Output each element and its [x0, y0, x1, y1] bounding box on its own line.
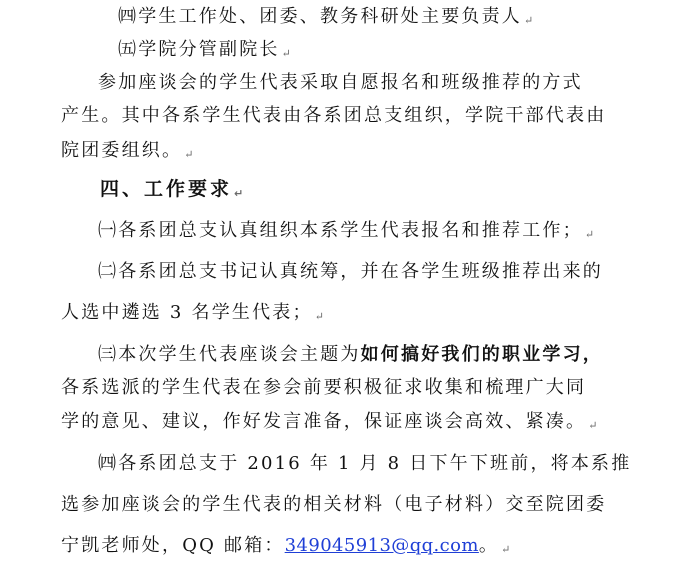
list-item-4: [98, 453, 631, 475]
list-item-4-end: [61, 535, 510, 561]
paragraph-mark-icon: ↵: [234, 187, 244, 200]
line-text: 各系选派的学生代表在参会前要积极征求收集和梳理广大同: [61, 377, 587, 398]
paragraph-representatives-end: [61, 140, 193, 166]
line-text: 产生。其中各系学生代表由各系团总支组织，学院干部代表由: [61, 105, 607, 126]
paragraph-mark-icon: ↵: [501, 543, 511, 556]
line-text: ㈤学院分管副院长: [118, 39, 280, 60]
paragraph-mark-icon: ↵: [584, 228, 595, 241]
line-text: ㈢本次学生代表座谈会主题为: [98, 344, 361, 365]
paragraph-mark-icon: ↵: [184, 148, 194, 161]
list-item-3-end: [61, 411, 597, 437]
list-item-5-vice-president: [118, 39, 291, 65]
list-item-4-student-affairs: [118, 6, 533, 32]
heading-text: 四、工作要求: [100, 178, 233, 200]
paragraph-mark-icon: ↵: [588, 419, 598, 432]
paragraph-representatives-cont: [61, 105, 606, 127]
line-text: 院团委组织。: [61, 140, 183, 161]
email-link[interactable]: 349045913@qq.com: [284, 535, 479, 556]
paragraph-mark-icon: ↵: [281, 47, 291, 60]
line-text: ㈣学生工作处、团委、教务科研处主要负责人: [118, 6, 522, 27]
line-text: ㈡各系团总支书记认真统筹，并在各学生班级推荐出来的: [98, 261, 603, 282]
paragraph-representatives: [98, 72, 583, 94]
line-text: 。: [478, 535, 500, 556]
line-text: 人选中遴选 3 名学生代表；: [61, 302, 313, 323]
line-text: ㈠各系团总支认真组织本系学生代表报名和推荐工作；: [98, 220, 583, 241]
paragraph-mark-icon: ↵: [524, 14, 534, 27]
list-item-3: [98, 344, 603, 366]
line-text: 选参加座谈会的学生代表的相关材料（电子材料）交至院团委: [61, 494, 607, 515]
line-text: 宁凯老师处，QQ 邮箱：: [61, 535, 285, 556]
list-item-1: [98, 220, 594, 246]
list-item-2: [98, 261, 603, 283]
meeting-theme: 如何搞好我们的职业学习，: [360, 344, 604, 365]
line-text: 参加座谈会的学生代表采取自愿报名和班级推荐的方式: [98, 72, 583, 93]
line-text: 学的意见、建议，作好发言准备，保证座谈会高效、紧凑。: [61, 411, 587, 432]
list-item-2-cont: [61, 302, 324, 328]
line-text: ㈣各系团总支于 2016 年 1 月 8 日下午下班前，将本系推: [98, 453, 632, 474]
paragraph-mark-icon: ↵: [314, 310, 324, 323]
list-item-3-cont: [61, 377, 586, 399]
section-heading-work-requirements: [100, 178, 243, 205]
list-item-4-cont: [61, 494, 606, 516]
